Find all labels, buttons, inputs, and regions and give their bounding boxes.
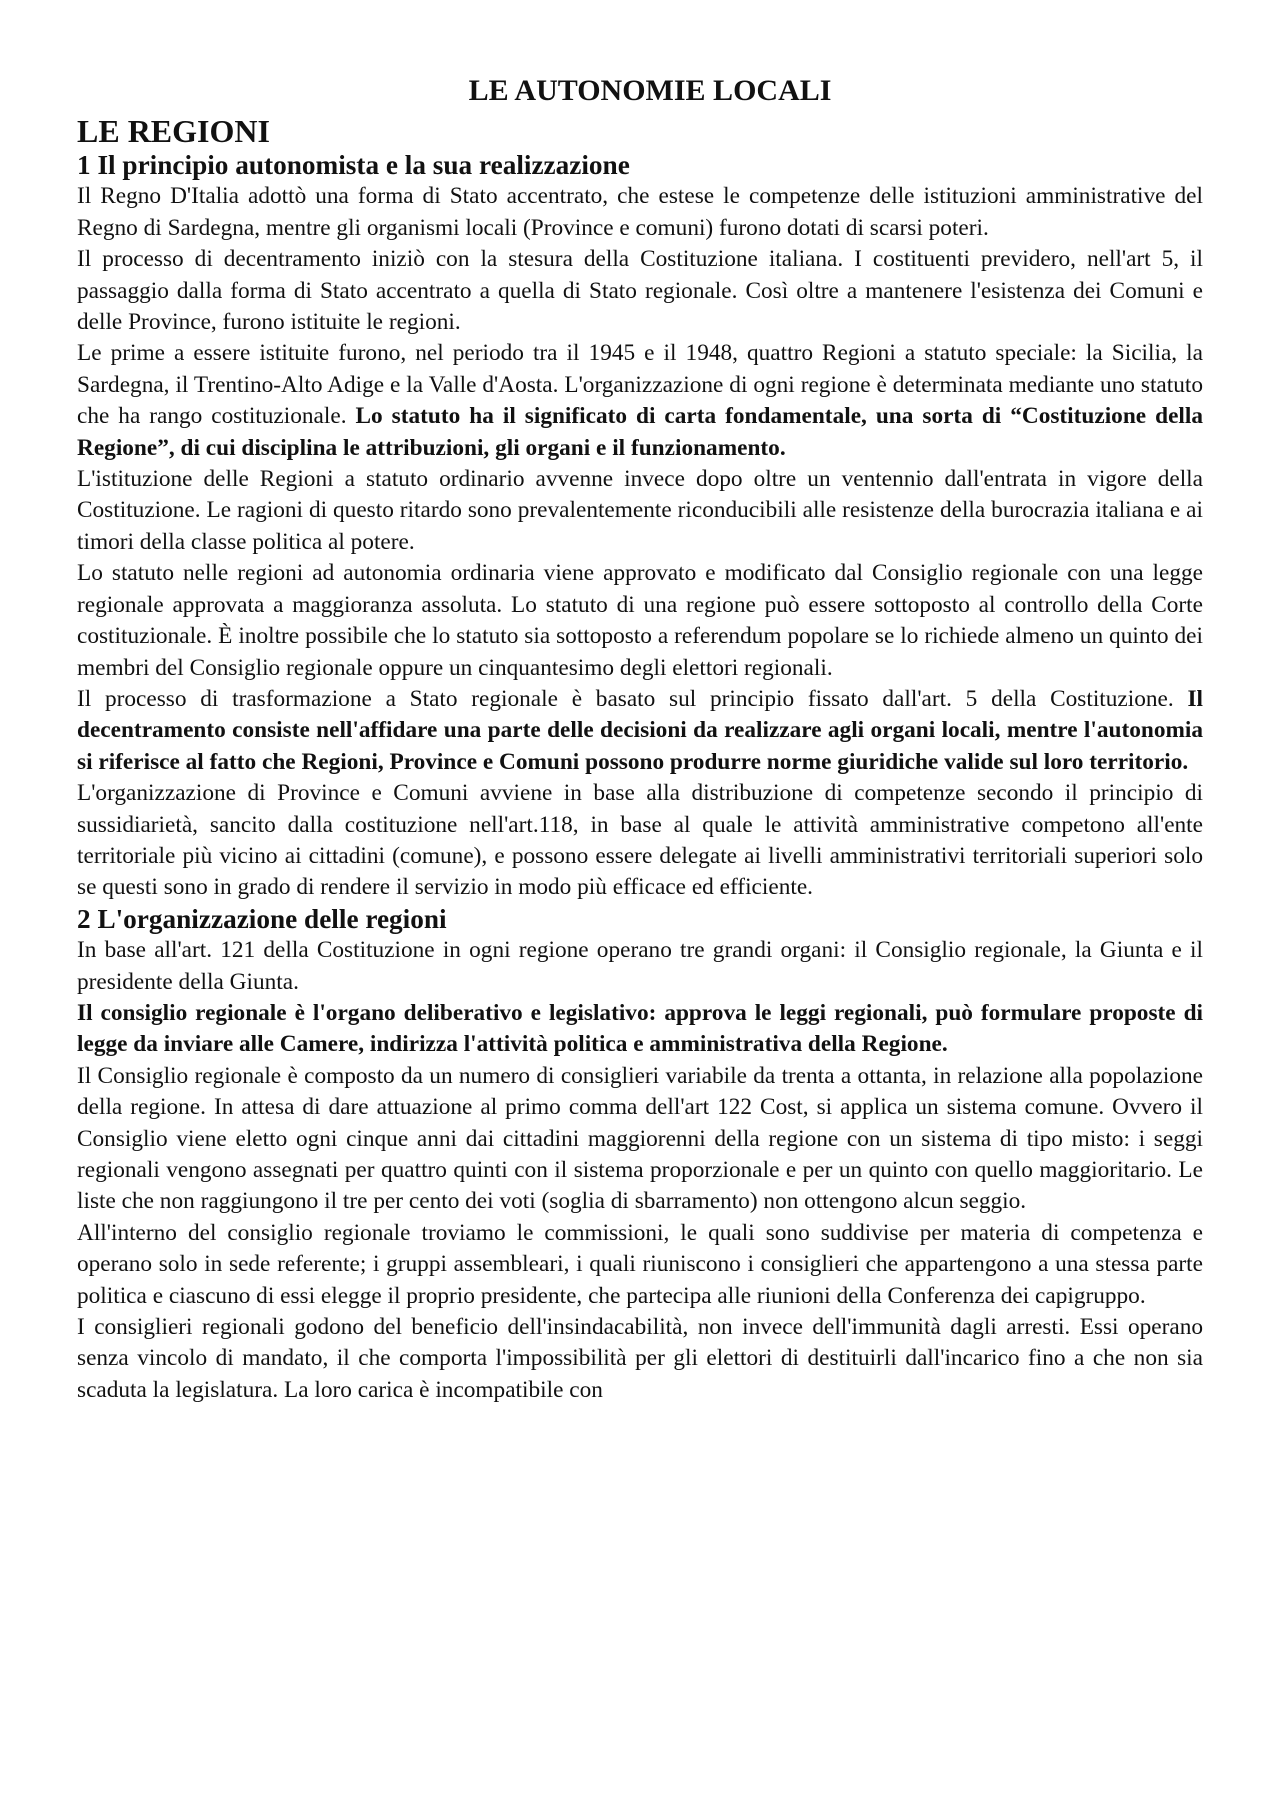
paragraph-emphasis: Il decentramento consiste nell'affidare una parte delle decisioni da realizzare agli organi locali, mentre l'autonomia si riferisce al fatto che Regioni, Province e Comuni possono produrre norme giuridiche valide sul loro territorio.	[77, 685, 1203, 775]
section-2-paragraph-3: Il Consiglio regionale è composto da un numero di consiglieri variabile da trenta a ottanta, in relazione alla popolazione della regione. In attesa di dare attuazione al primo comma dell'art 122 Cost, si applica un sistema comune. Ovvero il Consiglio viene eletto ogni cinque anni dai cittadini maggiorenni della regione con un sistema di tipo misto: i seggi regionali vengono assegnati per quattro quinti con il sistema proporzionale e per un quinto con quello maggioritario. Le liste che non raggiungono il tre per cento dei voti (soglia di sbarramento) non ottengono alcun seggio.	[77, 1062, 1203, 1215]
section-2-paragraph-5: I consiglieri regionali godono del beneficio dell'insindacabilità, non invece dell'immunità dagli arresti. Essi operano senza vincolo di mandato, il che comporta l'impossibilità per gli elettori di destituirli dall'incarico fino a che non sia scaduta la legislatura. La loro carica è incompatibile con	[77, 1314, 1203, 1403]
document-title: LE AUTONOMIE LOCALI	[468, 74, 832, 107]
section-1-paragraph-2: Il processo di decentramento iniziò con la stesura della Costituzione italiana. I costituenti previdero, nell'art 5, il passaggio dalla forma di Stato accentrato a quella di Stato regionale. Così oltre a mantenere l'esistenza dei Comuni e delle Province, furono istituite le regioni.	[77, 246, 1203, 336]
section-1-paragraph-6	[77, 684, 1203, 778]
section-2-paragraph-4: All'interno del consiglio regionale troviamo le commissioni, le quali sono suddivise per materia di competenza e operano solo in sede referente; i gruppi assembleari, i quali riuniscono i consiglieri che appartengono a una stessa parte politica e ciascuno di essi elegge il proprio presidente, che partecipa alle riunioni della Conferenza dei capigruppo.	[77, 1219, 1203, 1309]
section-1-title: 1 Il principio autonomista e la sua realizzazione	[77, 150, 630, 180]
part-title: LE REGIONI	[77, 113, 270, 149]
paragraph-text: Le prime a essere istituite furono, nel periodo tra il 1945 e il 1948, quattro Regioni a statuto speciale: la Sicilia, la Sardegna, il Trentino-Alto Adige e la Valle d'Aosta. L'organizzazione di ogni regione è determinata mediante uno statuto che ha rango costituzionale.	[77, 340, 1203, 430]
paragraph-emphasis: Lo statuto ha il significato di carta fondamentale, una sorta di “Costituzione della Regione”, di cui disciplina le attribuzioni, gli organi e il funzionamento.	[77, 403, 1204, 461]
section-2-paragraph-1: In base all'art. 121 della Costituzione in ogni regione operano tre grandi organi: il Consiglio regionale, la Giunta e il presidente della Giunta.	[77, 937, 1203, 995]
section-1-paragraph-7: L'organizzazione di Province e Comuni avviene in base alla distribuzione di competenze secondo il principio di sussidiarietà, sancito dalla costituzione nell'art.118, in base al quale le attività amministrative competono all'ente territoriale più vicino ai cittadini (comune), e possono essere delegate ai livelli amministrativi territoriali superiori solo se questi sono in grado di rendere il servizio in modo più efficace ed efficiente.	[77, 780, 1203, 901]
section-1-paragraph-1: Il Regno D'Italia adottò una forma di Stato accentrato, che estese le competenze delle istituzioni amministrative del Regno di Sardegna, mentre gli organismi locali (Province e comuni) furono dotati di scarsi poteri.	[77, 183, 1203, 241]
section-2-paragraph-2: Il consiglio regionale è l'organo deliberativo e legislativo: approva le leggi regionali, può formulare proposte di legge da inviare alle Camere, indirizza l'attività politica e amministrativa della Regione.	[77, 999, 1203, 1058]
section-1-paragraph-3	[77, 338, 1203, 464]
paragraph-text: Il processo di trasformazione a Stato regionale è basato sul principio fissato dall'art. 5 della Costituzione.	[77, 685, 1174, 712]
document-page	[77, 70, 1203, 1406]
section-1-paragraph-5: Lo statuto nelle regioni ad autonomia ordinaria viene approvato e modificato dal Consiglio regionale con una legge regionale approvata a maggioranza assoluta. Lo statuto di una regione può essere sottoposto al controllo della Corte costituzionale. È inoltre possibile che lo statuto sia sottoposto a referendum popolare se lo richiede almeno un quinto dei membri del Consiglio regionale oppure un cinquantesimo degli elettori regionali.	[77, 560, 1203, 681]
section-2-title: 2 L'organizzazione delle regioni	[77, 903, 447, 934]
section-1-paragraph-4: L'istituzione delle Regioni a statuto ordinario avvenne invece dopo oltre un ventennio dall'entrata in vigore della Costituzione. Le ragioni di questo ritardo sono prevalentemente riconducibili alle resistenze della burocrazia italiana e ai timori della classe politica al potere.	[77, 466, 1203, 555]
